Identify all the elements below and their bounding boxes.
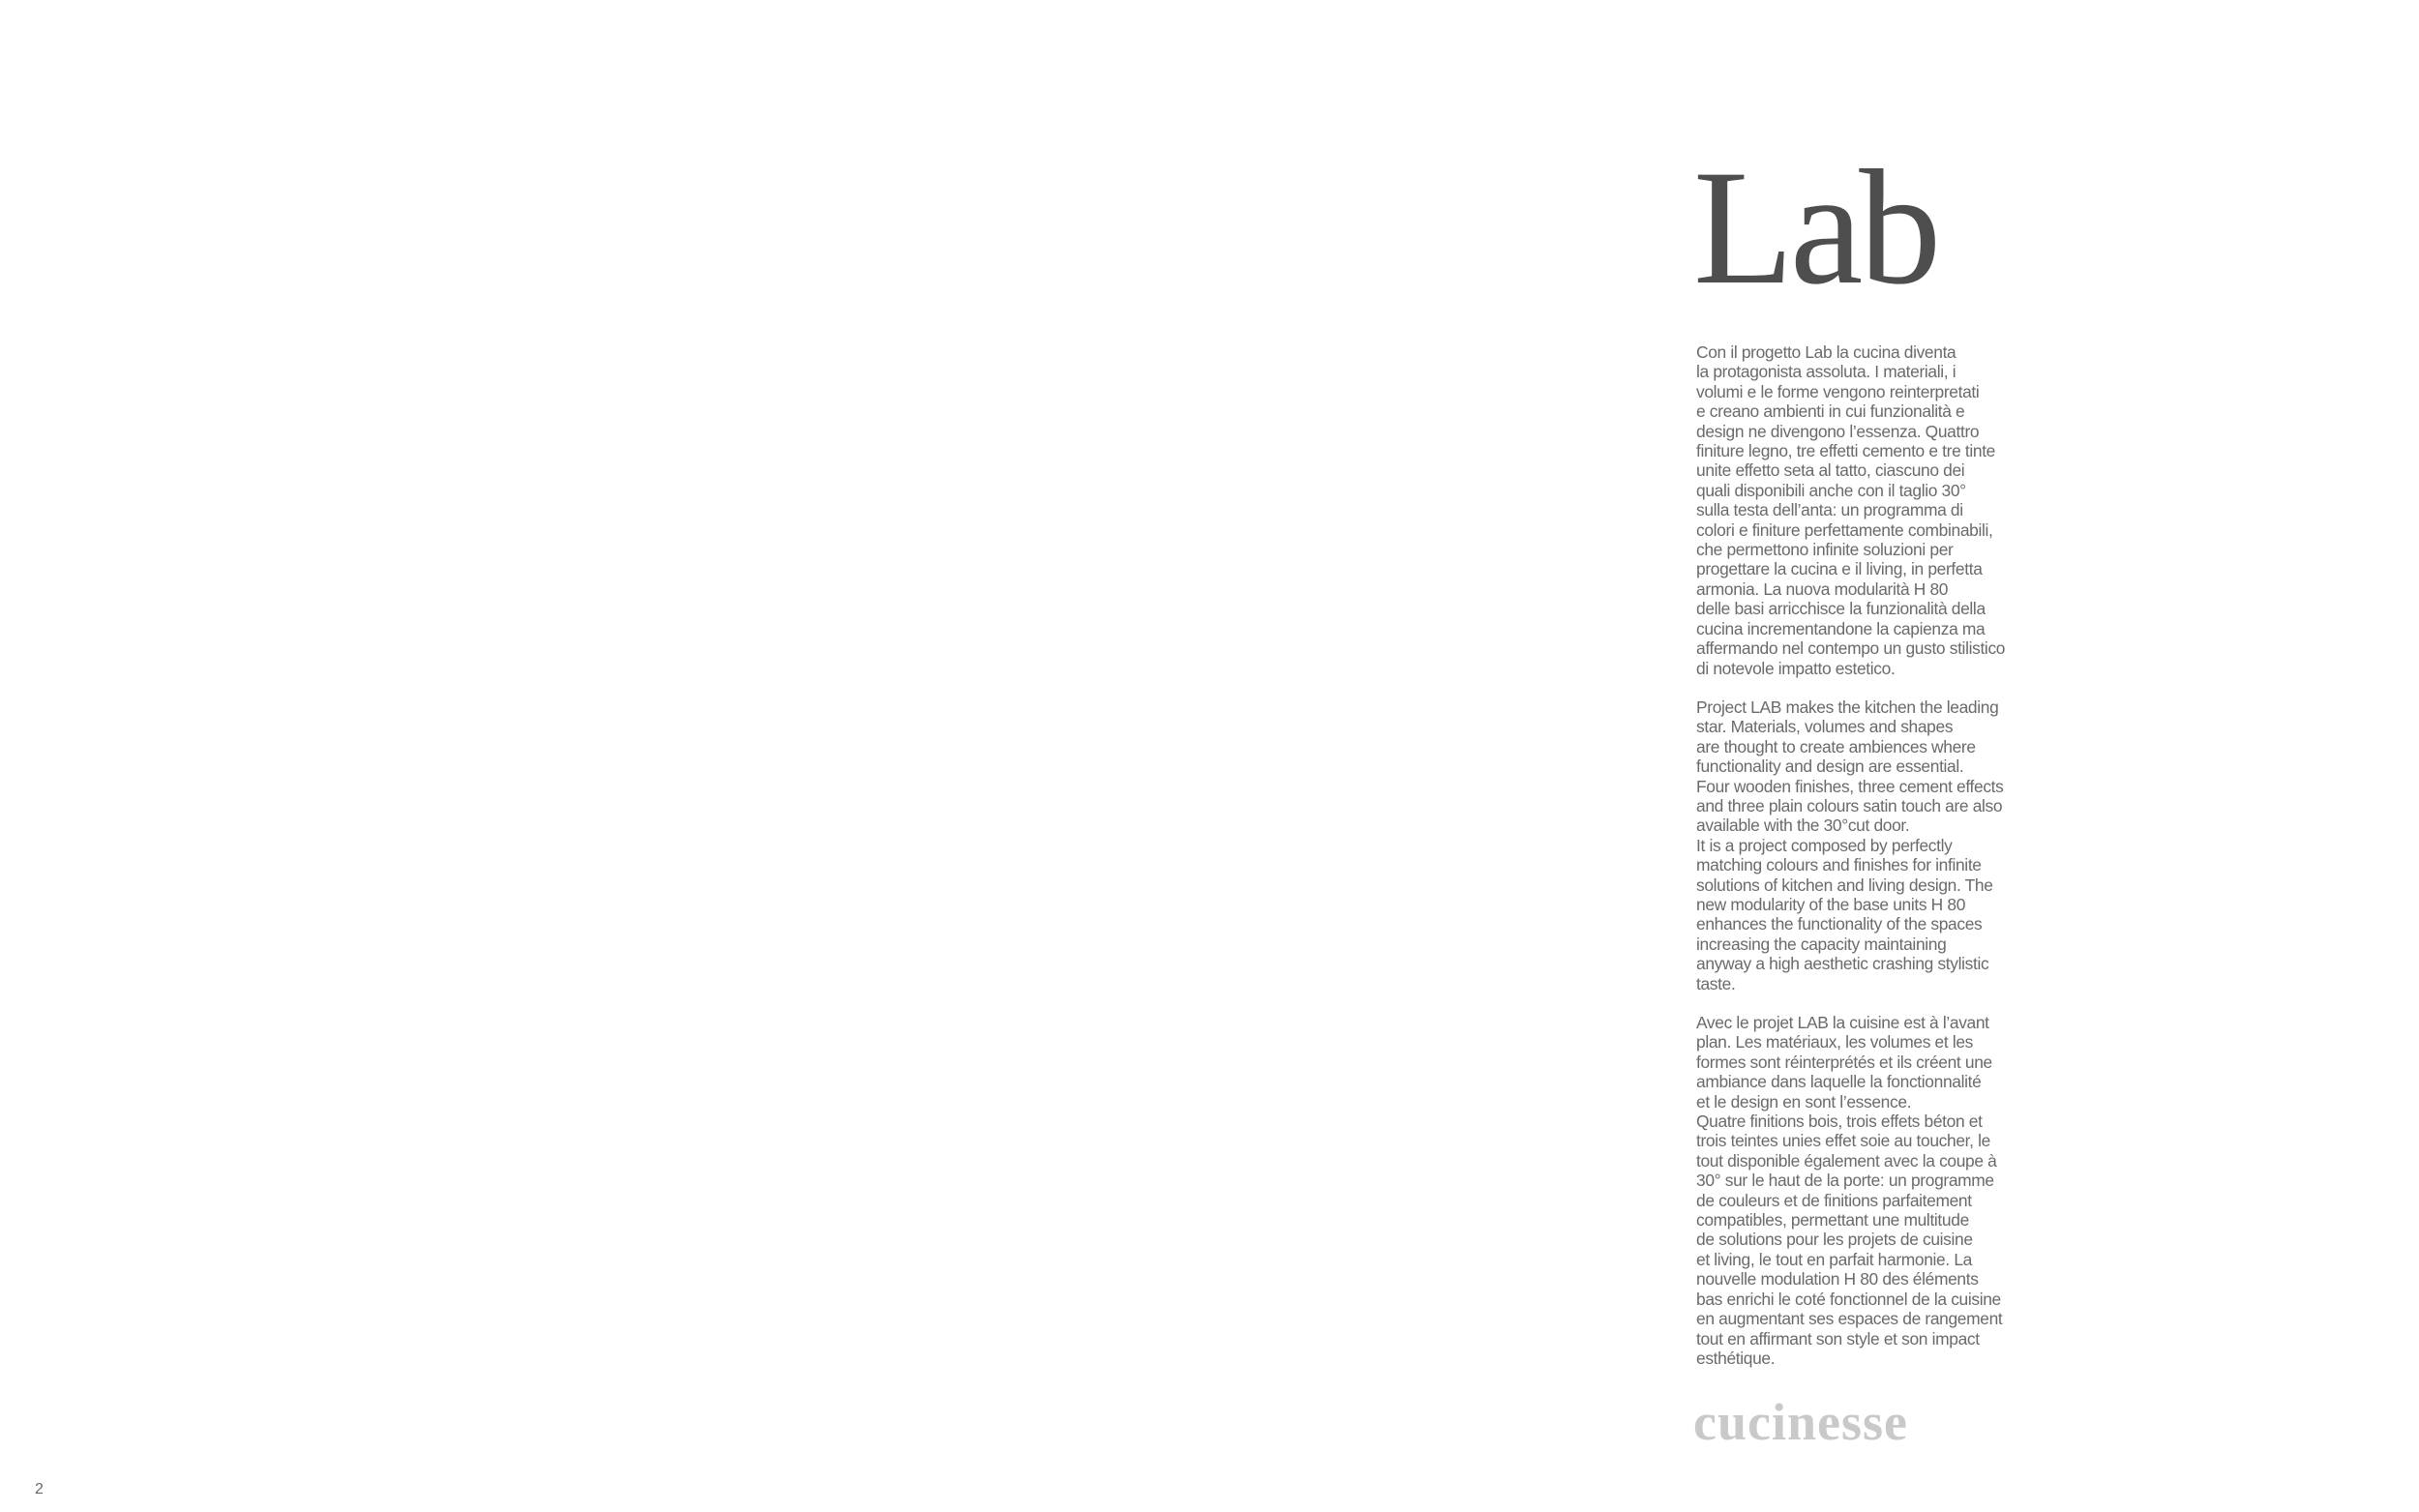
description-column [1696, 342, 2020, 1387]
page-number: 2 [35, 1481, 44, 1497]
description-italian: Con il progetto Lab la cucina diventa la protagonista assoluta. I materiali, i volumi e le forme vengono reinterpretati e creano ambienti in cui funzionalità e design ne divengono l’essenza. Quattro finiture legno, tre effetti cemento e tre tinte unite effetto seta al tatto, ciascuno dei quali disponibili anche con il taglio 30° sulla testa dell’anta: un programma di colori e finiture perfettamente combinabili, che permettono infinite soluzioni per progettare la cucina e il living, in perfetta armonia. La nuova modularità H 80 delle basi arricchisce la funzionalità della cucina incrementandone la capienza ma affermando nel contempo un gusto stilistico di notevole impatto estetico. [1696, 342, 2006, 678]
brand-logo: cucinesse [1693, 1393, 1908, 1451]
description-english: Project LAB makes the kitchen the leading star. Materials, volumes and shapes are thought to create ambiences where functionality and design are essential. Four wooden finishes, three cement effects and three plain colours satin touch are also available with the 30°cut door. It is a project composed by perfectly matching colours and finishes for infinite solutions of kitchen and living design. The new modularity of the base units H 80 enhances the functionality of the spaces increasing the capacity maintaining anyway a high aesthetic crashing stylistic taste. [1696, 697, 2004, 993]
page-title: Lab [1693, 136, 1938, 318]
description-french: Avec le projet LAB la cuisine est à l’avant plan. Les matériaux, les volumes et les formes sont réinterprétés et ils créent une ambiance dans laquelle la fonctionnalité et le design en sont l’essence. Quatre finitions bois, trois effets béton et trois teintes unies effet soie au toucher, le tout disponible également avec la coupe à 30° sur le haut de la porte: un programme de couleurs et de finitions parfaitement compatibles, permettant une multitude de solutions pour les projets de cuisine et living, le tout en parfait harmonie. La nouvelle modulation H 80 des éléments bas enrichi le coté fonctionnel de la cuisine en augmentant ses espaces de rangement tout en affirmant son style et son impact esthétique. [1696, 1013, 2003, 1368]
